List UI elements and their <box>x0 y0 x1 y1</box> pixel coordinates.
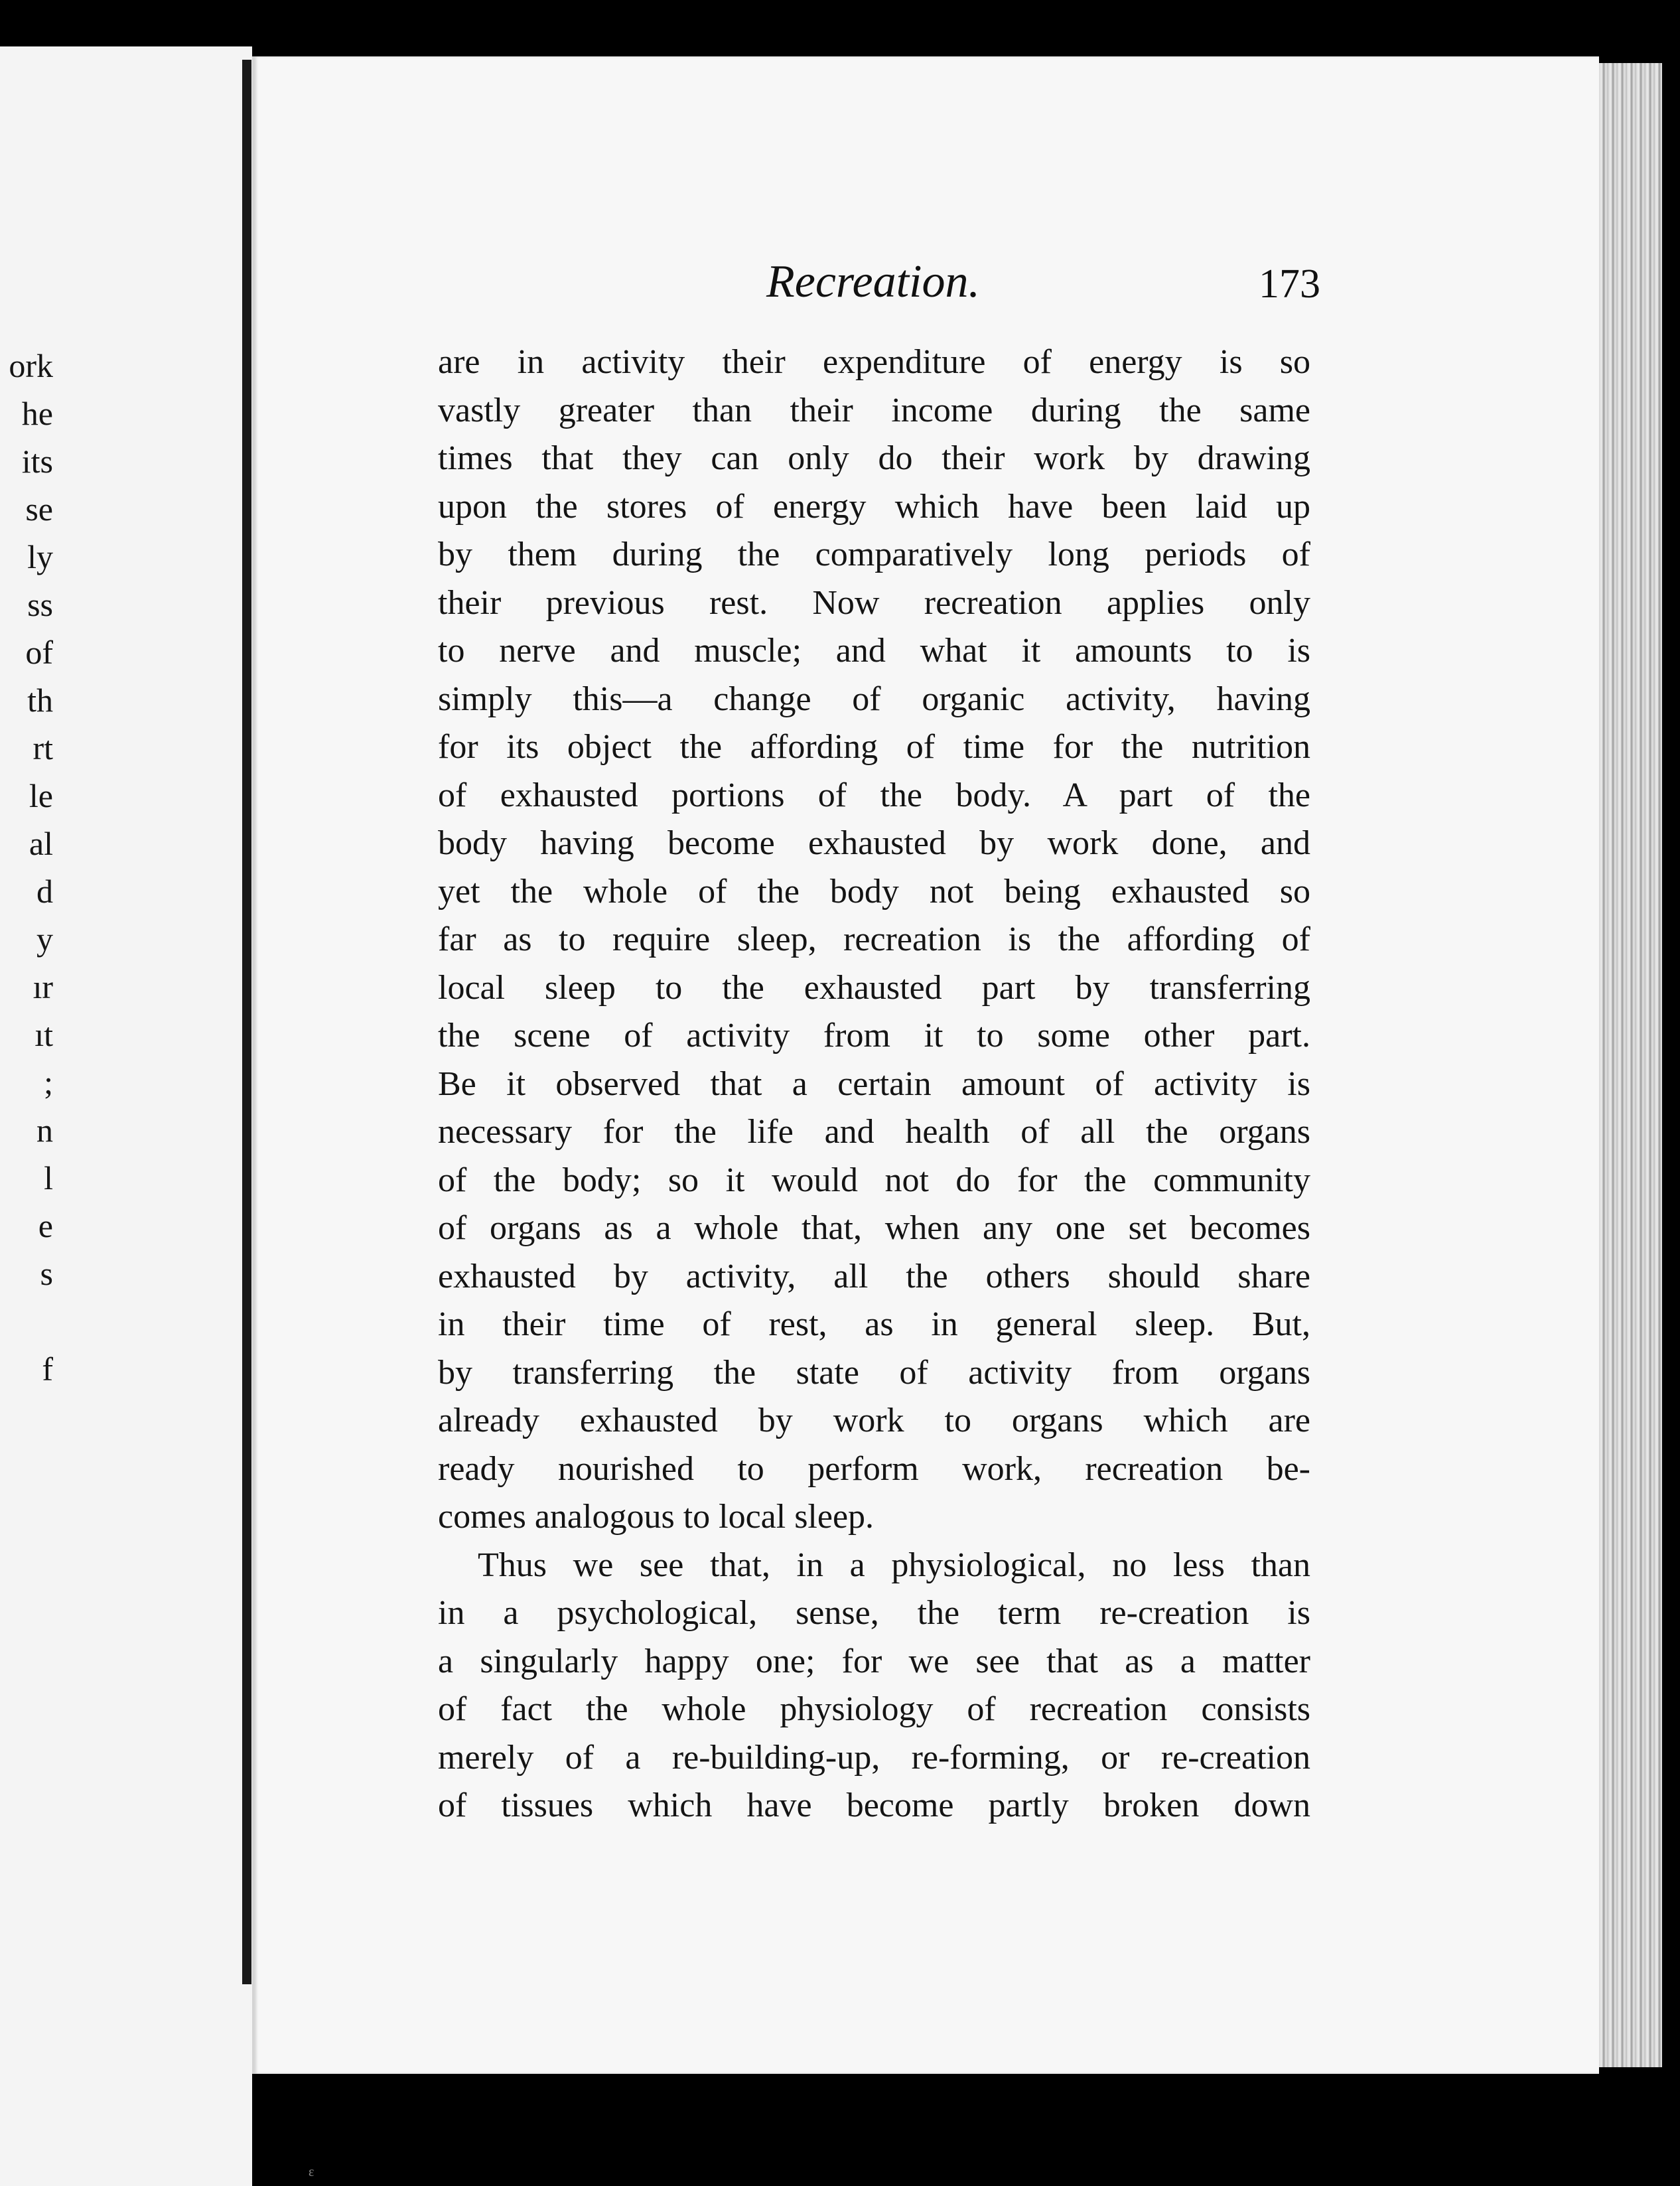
left-fragment: ss <box>27 586 53 623</box>
text-line: to nerve and muscle; and what it amounts to is <box>438 632 1310 670</box>
text-line: in their time of rest, as in general sleep. But, <box>438 1305 1310 1343</box>
text-line: of the body; so it would not do for the community <box>438 1161 1310 1199</box>
text-line: of exhausted portions of the body. A part of the <box>438 776 1310 814</box>
text-line: their previous rest. Now recreation applies only <box>438 583 1310 622</box>
left-fragment: ork <box>9 347 53 384</box>
left-fragment: ; <box>44 1064 53 1101</box>
left-fragment: n <box>36 1112 53 1149</box>
text-line: Thus we see that, in a physiological, no less than <box>478 1546 1310 1584</box>
left-fragment <box>0 1489 53 1536</box>
page-header <box>766 255 1320 315</box>
left-fragment: se <box>25 490 53 528</box>
text-line: in a psychological, sense, the term re-creation is <box>438 1594 1310 1632</box>
text-line: ready nourished to perform work, recreation be- <box>438 1449 1310 1488</box>
left-fragment: its <box>21 443 53 480</box>
text-line: Be it observed that a certain amount of activity is <box>438 1064 1310 1103</box>
text-line: by them during the comparatively long periods of <box>438 536 1310 573</box>
text-line: by transferring the state of activity from organs <box>438 1353 1310 1392</box>
left-fragment: he <box>21 395 53 432</box>
text-line: times that they can only do their work by drawing <box>438 439 1310 477</box>
left-fragment: th <box>27 682 53 719</box>
left-fragment: ıt <box>35 1016 53 1053</box>
left-fragment <box>0 1536 53 1584</box>
left-fragment <box>0 1393 53 1441</box>
scan-speck: ε <box>309 2165 315 2179</box>
left-fragment: l <box>44 1159 53 1197</box>
left-fragment <box>0 1680 53 1727</box>
page-number: 173 <box>1259 261 1320 307</box>
paragraph-2 <box>438 1542 1310 1830</box>
text-line: body having become exhausted by work done, and <box>438 824 1310 862</box>
page-edge-stack <box>1599 63 1662 2067</box>
left-fragment <box>0 1584 53 1632</box>
left-fragment: ır <box>33 968 53 1005</box>
text-line: of fact the whole physiology of recreation consists <box>438 1690 1310 1728</box>
left-fragment: al <box>29 825 53 862</box>
left-fragment <box>0 1441 53 1489</box>
left-fragment: d <box>36 873 53 910</box>
running-title: Recreation. <box>766 256 981 307</box>
left-fragment: le <box>29 777 53 814</box>
body-text <box>438 338 1310 1830</box>
book-gutter <box>242 60 251 1984</box>
text-line: simply this—a change of organic activity, having <box>438 680 1310 718</box>
left-fragment: f <box>42 1350 53 1388</box>
paragraph-1 <box>438 338 1310 1542</box>
text-line: vastly greater than their income during the same <box>438 391 1310 429</box>
text-line: are in activity their expenditure of energy is so <box>438 343 1310 381</box>
left-fragment: ly <box>27 538 53 575</box>
text-line: upon the stores of energy which have been laid up <box>438 487 1310 526</box>
text-line: the scene of activity from it to some other part. <box>438 1017 1310 1055</box>
left-fragment <box>0 1632 53 1680</box>
left-fragment: s <box>40 1255 53 1292</box>
text-line: necessary for the life and health of all the organs <box>438 1113 1310 1151</box>
text-line: yet the whole of the body not being exhausted so <box>438 872 1310 911</box>
left-fragment: of <box>25 634 53 671</box>
text-line: a singularly happy one; for we see that as a matter <box>438 1642 1310 1680</box>
text-line: local sleep to the exhausted part by transferring <box>438 968 1310 1007</box>
left-fragment: e <box>38 1207 53 1244</box>
text-line: of organs as a whole that, when any one set becomes <box>438 1209 1310 1247</box>
text-line: exhausted by activity, all the others should share <box>438 1257 1310 1295</box>
left-fragment <box>0 1297 53 1345</box>
left-page-text-fragments <box>0 342 53 1727</box>
text-line: already exhausted by work to organs which are <box>438 1402 1310 1439</box>
left-fragment: y <box>36 920 53 958</box>
text-line: of tissues which have become partly broken down <box>438 1786 1310 1824</box>
text-line: merely of a re-building-up, re-forming, or re-creation <box>438 1738 1310 1777</box>
text-line: comes analogous to local sleep. <box>438 1498 875 1536</box>
text-line: for its object the affording of time for the nutrition <box>438 728 1310 766</box>
left-fragment: rt <box>33 729 53 766</box>
text-line: far as to require sleep, recreation is the affording of <box>438 920 1310 958</box>
